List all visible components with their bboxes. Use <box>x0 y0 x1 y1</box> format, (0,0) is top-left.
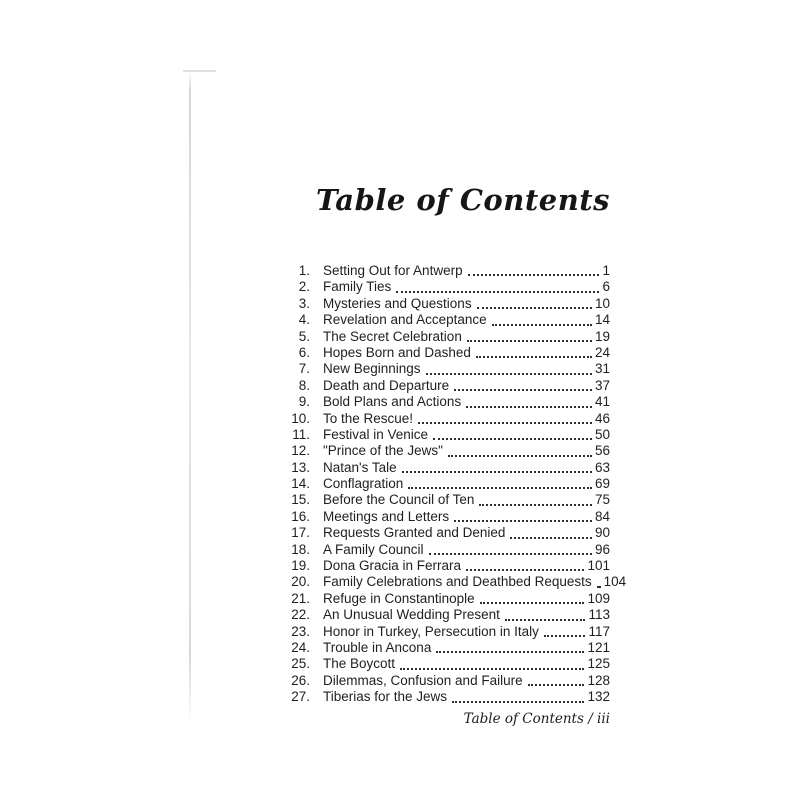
toc-entry-title: Tiberias for the Jews <box>323 689 448 705</box>
toc-entry <box>265 673 610 689</box>
toc-entry-title: Family Celebrations and Deathbed Requests <box>323 574 592 590</box>
toc-entry-page: 75 <box>594 492 610 508</box>
toc-entry-page: 41 <box>594 394 610 410</box>
toc-entry-page: 56 <box>594 443 610 459</box>
dot-leader <box>454 520 592 522</box>
dot-leader <box>436 651 584 653</box>
dot-leader <box>400 668 584 670</box>
dot-leader <box>452 701 584 703</box>
toc-entry <box>265 443 610 459</box>
dot-leader <box>477 307 592 309</box>
toc-entry-number: 20. <box>291 574 310 590</box>
scan-edge-tick <box>183 70 216 72</box>
dot-leader <box>466 569 584 571</box>
toc-entry-number: 26. <box>291 672 310 688</box>
dot-leader <box>402 471 592 473</box>
toc-entry-title: Dona Gracia in Ferrara <box>323 558 462 574</box>
toc-entry-number: 17. <box>291 525 310 541</box>
dot-leader <box>510 537 592 539</box>
dot-leader <box>467 340 592 342</box>
toc-entry-page: 117 <box>588 623 610 639</box>
toc-entry-number: 8. <box>298 377 310 393</box>
toc-entry <box>265 591 610 607</box>
dot-leader <box>492 324 592 326</box>
toc-entry-number: 11. <box>292 426 310 442</box>
toc-entry-page: 1 <box>602 263 610 278</box>
toc-entry <box>265 345 610 361</box>
toc-entry-number: 3. <box>298 295 310 311</box>
toc-entry-number: 1. <box>298 263 310 278</box>
toc-entry <box>265 492 610 508</box>
toc-entry-title: Hopes Born and Dashed <box>323 344 471 360</box>
toc-entry <box>265 525 610 541</box>
toc-entry-page: 84 <box>594 508 610 524</box>
toc-entry-page: 19 <box>594 328 610 344</box>
toc-entry-page: 113 <box>588 607 610 623</box>
toc-entry-number: 21. <box>291 590 310 606</box>
toc-entry-number: 18. <box>291 541 310 557</box>
toc-entry-page: 10 <box>594 295 610 311</box>
toc-entry-title: Family Ties <box>323 279 392 295</box>
toc-entry <box>265 689 610 705</box>
toc-entry-title: Refuge in Constantinople <box>323 590 475 606</box>
scan-edge-line <box>189 71 191 724</box>
toc-entry-title: Before the Council of Ten <box>323 492 475 508</box>
toc-entry-number: 14. <box>291 476 310 492</box>
toc-entry-page: 121 <box>587 639 610 655</box>
toc-entry-title: Meetings and Letters <box>323 508 450 524</box>
dot-leader <box>433 438 592 440</box>
toc-entry-number: 7. <box>298 361 310 377</box>
toc-entry-number: 16. <box>291 508 310 524</box>
toc-entry-page: 125 <box>587 656 610 672</box>
toc-entry <box>265 509 610 525</box>
toc-entry-page: 63 <box>594 459 610 475</box>
toc-entry-title: Death and Departure <box>323 377 450 393</box>
toc-entry-title: "Prince of the Jews" <box>323 443 443 459</box>
dot-leader <box>429 553 592 555</box>
toc-entry <box>265 329 610 345</box>
toc-entry <box>265 558 610 574</box>
dot-leader <box>476 356 592 358</box>
dot-leader <box>528 684 585 686</box>
page-footer: Table of Contents / iii <box>463 711 610 727</box>
toc-entry-title: The Boycott <box>323 656 396 672</box>
toc-list <box>265 263 627 706</box>
toc-entry-number: 22. <box>291 607 310 623</box>
dot-leader <box>418 422 592 424</box>
toc-entry-number: 12. <box>291 443 310 459</box>
dot-leader <box>479 504 592 506</box>
toc-entry-page: 104 <box>603 574 627 590</box>
toc-entry-number: 27. <box>291 689 310 705</box>
dot-leader <box>408 487 592 489</box>
toc-entry <box>265 656 610 672</box>
toc-entry-number: 25. <box>291 656 310 672</box>
toc-entry <box>265 460 610 476</box>
toc-entry <box>265 427 610 443</box>
toc-entry <box>265 411 610 427</box>
toc-entry-number: 15. <box>291 492 310 508</box>
toc-entry-page: 31 <box>594 361 610 377</box>
toc-entry-title: Bold Plans and Actions <box>323 394 462 410</box>
toc-entry-title: Requests Granted and Denied <box>323 525 506 541</box>
toc-entry <box>265 312 610 328</box>
toc-entry-page: 128 <box>587 672 610 688</box>
toc-entry-page: 37 <box>594 377 610 393</box>
toc-entry-title: To the Rescue! <box>323 410 414 426</box>
page-title: Table of Contents <box>315 183 610 217</box>
toc-entry <box>265 640 610 656</box>
toc-entry <box>265 574 627 590</box>
toc-entry <box>265 378 610 394</box>
toc-entry <box>265 279 610 295</box>
toc-entry-number: 5. <box>298 328 310 344</box>
toc-entry-title: Honor in Turkey, Persecution in Italy <box>323 623 539 639</box>
toc-entry-number: 6. <box>298 344 310 360</box>
toc-entry <box>265 394 610 410</box>
toc-entry-page: 50 <box>594 426 610 442</box>
toc-entry <box>265 542 610 558</box>
toc-entry-page: 6 <box>602 279 610 295</box>
dot-leader <box>396 291 599 293</box>
toc-entry-title: Revelation and Acceptance <box>323 312 487 328</box>
toc-entry-page: 14 <box>594 312 610 328</box>
toc-entry-page: 101 <box>587 558 610 574</box>
toc-entry-title: Festival in Venice <box>323 426 429 442</box>
toc-entry-title: An Unusual Wedding Present <box>323 607 500 623</box>
toc-entry-title: The Secret Celebration <box>323 328 462 344</box>
toc-entry-number: 24. <box>291 639 310 655</box>
toc-entry-page: 46 <box>594 410 610 426</box>
toc-entry-page: 96 <box>594 541 610 557</box>
dot-leader <box>454 389 592 391</box>
toc-entry <box>265 296 610 312</box>
dot-leader <box>468 274 600 276</box>
toc-entry-title: Natan's Tale <box>323 459 397 475</box>
toc-entry-page: 109 <box>587 590 610 606</box>
toc-entry <box>265 624 610 640</box>
dot-leader <box>466 406 592 408</box>
toc-entry-number: 13. <box>291 459 310 475</box>
toc-entry-title: Mysteries and Questions <box>323 295 472 311</box>
dot-leader <box>448 455 592 457</box>
toc-entry-page: 132 <box>587 689 610 705</box>
dot-leader <box>505 619 586 621</box>
toc-entry <box>265 361 610 377</box>
dot-leader <box>426 373 592 375</box>
toc-entry <box>265 476 610 492</box>
toc-entry-title: A Family Council <box>323 541 424 557</box>
toc-entry-title: New Beginnings <box>323 361 421 377</box>
toc-entry <box>265 263 610 279</box>
toc-entry-title: Setting Out for Antwerp <box>323 263 463 278</box>
dot-leader <box>480 602 585 604</box>
toc-entry-number: 9. <box>298 394 310 410</box>
toc-entry-page: 90 <box>594 525 610 541</box>
toc-entry-number: 4. <box>298 312 310 328</box>
toc-entry-page: 69 <box>594 476 610 492</box>
dot-leader <box>544 635 586 637</box>
toc-entry <box>265 607 610 623</box>
toc-entry-number: 10. <box>291 410 310 426</box>
toc-entry-number: 2. <box>298 279 310 295</box>
toc-entry-title: Dilemmas, Confusion and Failure <box>323 672 523 688</box>
toc-entry-title: Conflagration <box>323 476 404 492</box>
toc-entry-title: Trouble in Ancona <box>323 639 432 655</box>
toc-entry-number: 23. <box>291 623 310 639</box>
toc-entry-page: 24 <box>594 344 610 360</box>
toc-entry-number: 19. <box>291 558 310 574</box>
dot-leader <box>597 586 601 588</box>
